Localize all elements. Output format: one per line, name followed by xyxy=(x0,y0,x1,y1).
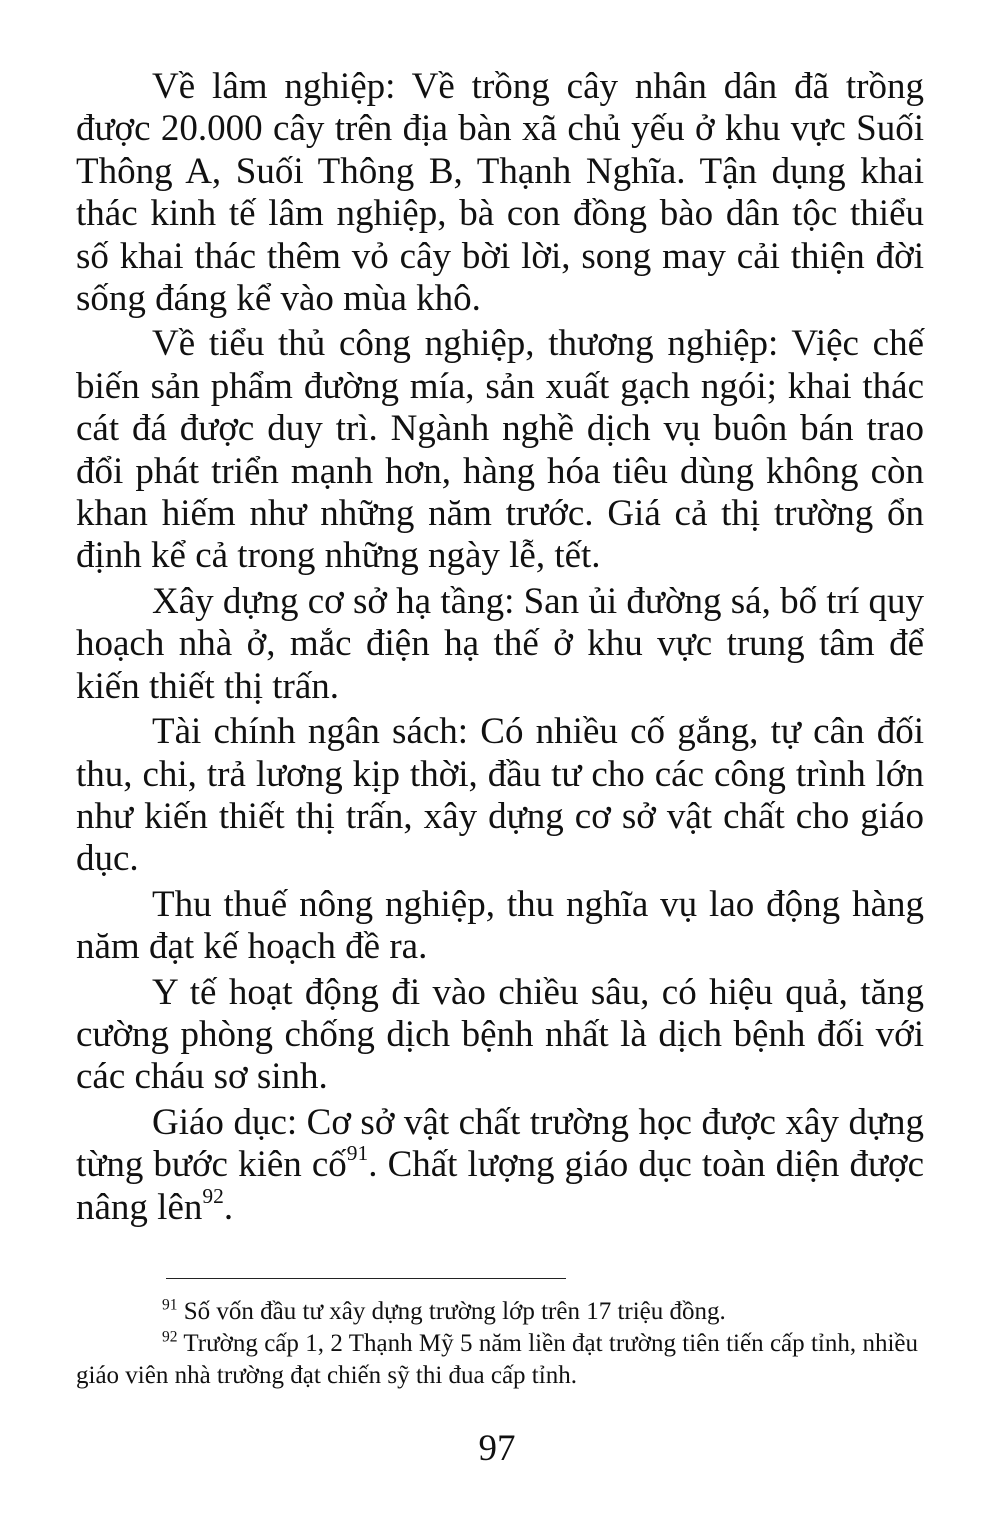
footnote-ref-91: 91 xyxy=(346,1141,369,1166)
footnote-text: Trường cấp 1, 2 Thạnh Mỹ 5 năm liền đạt trường tiên tiến cấp tỉnh, nhiều giáo viên nhà trường đạt chiến sỹ thi đua cấp tỉnh. xyxy=(76,1330,918,1389)
education-text-part3: . xyxy=(223,1186,234,1228)
footnote-92 xyxy=(76,1328,918,1392)
page-number: 97 xyxy=(478,1428,516,1469)
paragraph-agricultural-tax: Thu thuế nông nghiệp, thu nghĩa vụ lao động hàng năm đạt kế hoạch đề ra. xyxy=(76,883,924,968)
paragraph-forestry: Về lâm nghiệp: Về trồng cây nhân dân đã trồng được 20.000 cây trên địa bàn xã chủ yếu ở khu vực Suối Thông A, Suối Thông B, Thạnh Nghĩa. Tận dụng khai thác kinh tế lâm nghiệp, bà con đồng bào dân tộc thiểu số khai thác thêm vỏ cây bời lời, song may cải thiện đời sống đáng kể vào mùa khô. xyxy=(76,66,924,320)
footnote-91 xyxy=(76,1296,918,1328)
education-text-part2: . Chất lượng giáo dục toàn diện được nâng lên xyxy=(76,1144,924,1228)
paragraph-healthcare: Y tế hoạt động đi vào chiều sâu, có hiệu quả, tăng cường phòng chống dịch bệnh nhất là dịch bệnh đối với các cháu sơ sinh. xyxy=(76,971,924,1098)
footnote-ref-92: 92 xyxy=(202,1183,224,1208)
paragraph-finance-budget: Tài chính ngân sách: Có nhiều cố gắng, tự cân đối thu, chi, trả lương kịp thời, đầu tư cho các công trình lớn như kiến thiết thị trấn, xây dựng cơ sở vật chất cho giáo dục. xyxy=(76,711,924,880)
education-text-part1: Giáo dục: Cơ sở vật chất trường học được xây dựng từng bước kiên cố xyxy=(76,1101,924,1186)
footnote-separator xyxy=(166,1278,566,1279)
footnote-text: Số vốn đầu tư xây dựng trường lớp trên 17 triệu đồng. xyxy=(177,1298,726,1325)
footnote-marker: 91 xyxy=(162,1296,178,1314)
paragraph-infrastructure: Xây dựng cơ sở hạ tầng: San ủi đường sá, bố trí quy hoạch nhà ở, mắc điện hạ thế ở khu vực trung tâm để kiến thiết thị trấn. xyxy=(76,580,924,707)
main-text xyxy=(76,66,924,1232)
footnote-marker: 92 xyxy=(162,1328,178,1346)
footnotes xyxy=(76,1296,918,1392)
paragraph-education xyxy=(76,1102,924,1229)
paragraph-handicraft-commerce: Về tiểu thủ công nghiệp, thương nghiệp: Việc chế biến sản phẩm đường mía, sản xuất gạch ngói; khai thác cát đá được duy trì. Ngành nghề dịch vụ buôn bán trao đổi phát triển mạnh hơn, hàng hóa tiêu dùng không còn khan hiếm như những năm trước. Giá cả thị trường ổn định kể cả trong những ngày lễ, tết. xyxy=(76,323,924,577)
